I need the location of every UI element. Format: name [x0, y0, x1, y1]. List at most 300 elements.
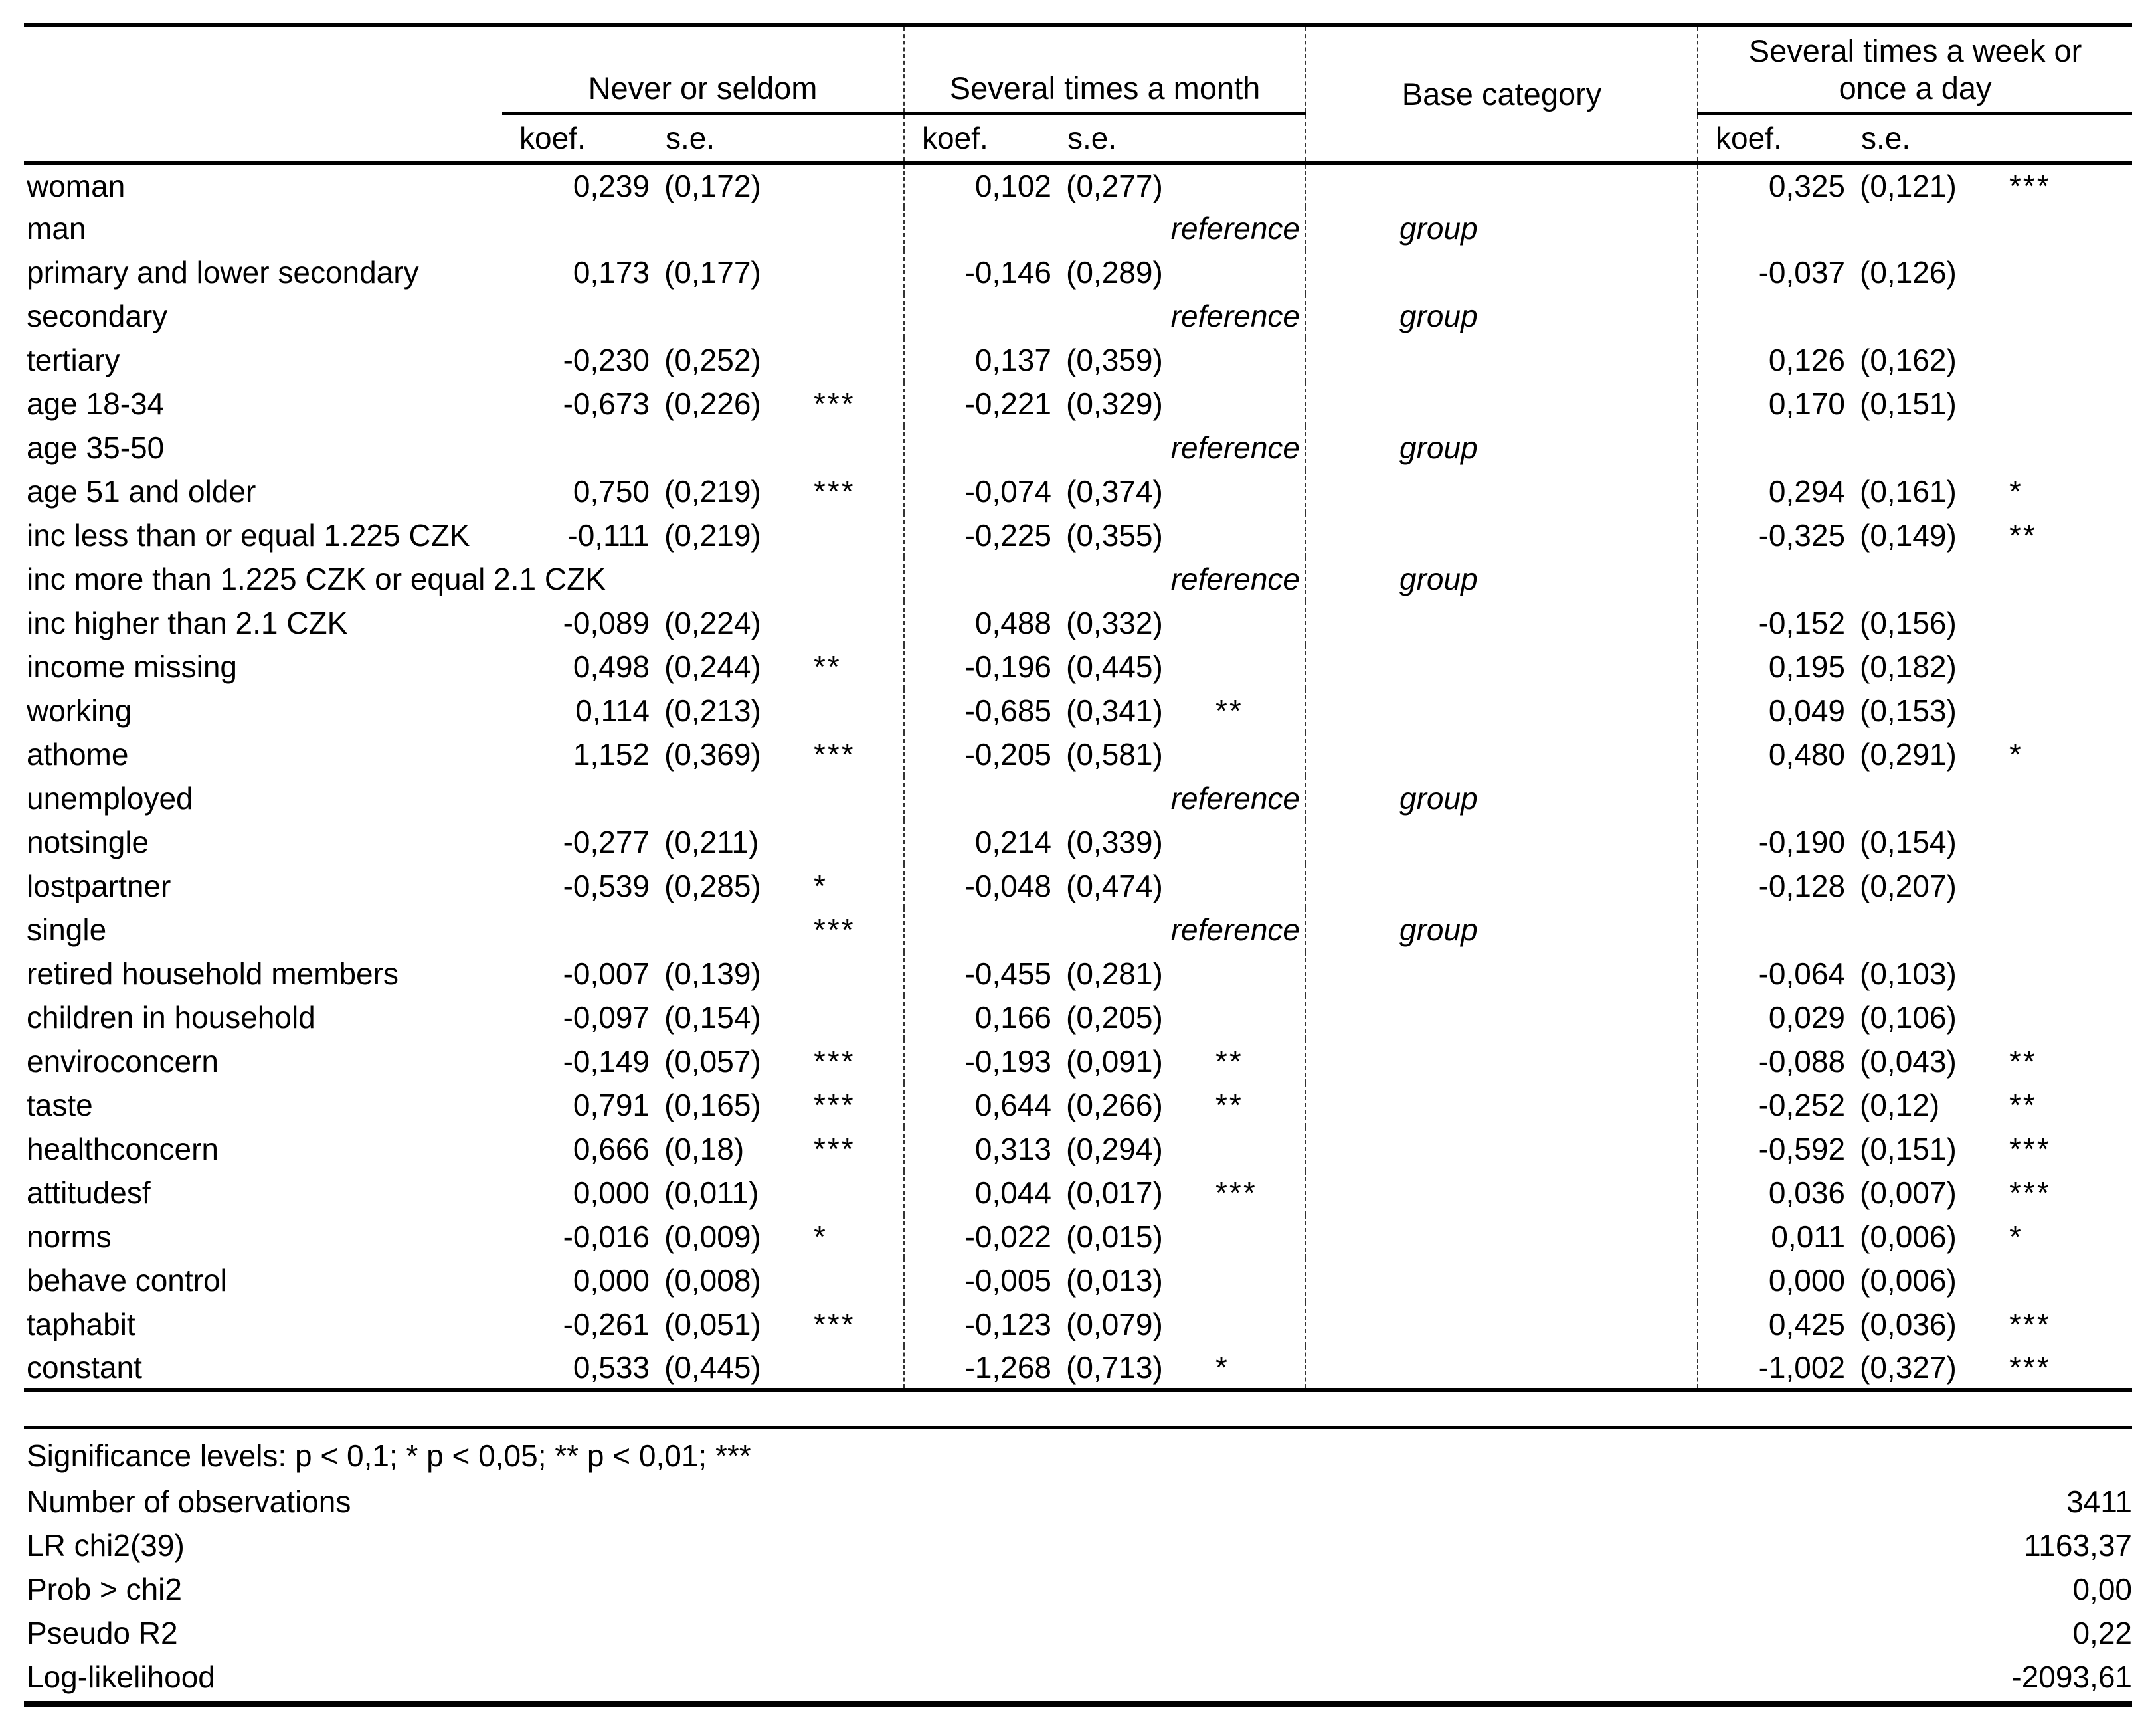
base-category-cell: [1306, 470, 1698, 513]
g3-koef-value: 0,195: [1698, 645, 1857, 689]
g1-significance-stars: [804, 426, 904, 470]
g1-koef-value: 0,239: [573, 168, 650, 203]
g3-se-value: [1857, 776, 2000, 820]
g1-se-value: (0,213): [664, 693, 761, 728]
koef-header-g1: koef.: [502, 114, 662, 163]
g3-koef-value: 0,480: [1698, 733, 1857, 776]
g1-significance-stars: [804, 689, 904, 733]
g1-se-value: (0,165): [664, 1088, 761, 1122]
g2-koef-value: -0,196: [904, 645, 1063, 689]
g3-koef-value: 0,049: [1698, 689, 1857, 733]
g3-koef-value: 0,000: [1698, 1258, 1857, 1302]
stat-value: -2093,61: [2011, 1660, 2132, 1694]
base-category-cell: [1306, 1127, 1698, 1171]
g3-koef-value: -0,128: [1698, 864, 1857, 908]
g2-se-value: (0,581): [1066, 737, 1163, 772]
g2-significance-stars: [1206, 995, 1306, 1039]
g3-significance-stars: [2000, 338, 2132, 382]
regression-results-table: [24, 23, 2132, 1392]
reference-label: reference: [904, 294, 1306, 338]
reference-label: reference: [904, 776, 1306, 820]
koef-header-g3: koef.: [1698, 114, 1857, 163]
base-category-cell: [1306, 820, 1698, 864]
g2-koef-value: 0,137: [904, 338, 1063, 382]
g1-koef-value: -0,261: [563, 1307, 650, 1341]
g1-se-value: (0,051): [664, 1307, 761, 1341]
g1-se-value: (0,139): [664, 956, 761, 991]
table-row: [24, 338, 2132, 382]
g2-se-value: (0,277): [1066, 168, 1163, 203]
g1-significance-stars: ***: [814, 1307, 855, 1341]
g3-koef-value: 0,036: [1698, 1171, 1857, 1215]
g1-se-value: [662, 908, 804, 952]
g3-significance-stars: [2000, 776, 2132, 820]
g3-koef-value: [1698, 776, 1857, 820]
header-spacer: [24, 25, 502, 114]
variable-name: norms: [27, 1219, 112, 1254]
base-category-cell: [1306, 952, 1698, 995]
g1-se-value: (0,211): [664, 825, 759, 859]
g1-significance-stars: **: [814, 649, 842, 684]
g1-se-value: [662, 776, 804, 820]
se-header-g2: s.e.: [1063, 114, 1206, 163]
g1-significance-stars: [804, 294, 904, 338]
g1-se-value: (0,369): [664, 737, 761, 772]
g3-se-value: [1857, 294, 2000, 338]
g3-koef-value: 0,294: [1698, 470, 1857, 513]
g3-significance-stars: **: [2009, 518, 2037, 553]
g1-koef-value: -0,016: [563, 1219, 650, 1254]
reference-group-row: [24, 207, 2132, 250]
g2-se-value: (0,374): [1066, 474, 1163, 509]
stat-label: LR chi2(39): [27, 1528, 185, 1563]
g1-significance-stars: ***: [814, 1132, 855, 1166]
g2-se-value: (0,713): [1063, 1346, 1206, 1390]
variable-name: age 18-34: [27, 387, 165, 421]
variable-name: behave control: [27, 1263, 227, 1298]
g1-koef-value: 0,791: [573, 1088, 650, 1122]
base-category-cell: [1306, 250, 1698, 294]
g2-koef-value: -0,225: [904, 513, 1063, 557]
g3-significance-stars: **: [2009, 1088, 2037, 1122]
g3-koef-value: -0,037: [1698, 250, 1857, 294]
g3-koef-value: 0,325: [1698, 163, 1857, 207]
table-row: [24, 1127, 2132, 1171]
g1-koef-value: [502, 908, 662, 952]
g2-se-value: (0,079): [1066, 1307, 1163, 1341]
g2-significance-stars: [1206, 513, 1306, 557]
variable-name: retired household members: [27, 956, 399, 991]
g2-se-value: (0,329): [1066, 387, 1163, 421]
g1-se-value: (0,224): [664, 606, 761, 640]
g1-koef-value: 0,666: [573, 1132, 650, 1166]
subheader-row: [24, 114, 2132, 163]
g2-koef-value: -0,221: [904, 382, 1063, 426]
g1-significance-stars: *: [814, 869, 828, 903]
g2-koef-value: -1,268: [904, 1346, 1063, 1390]
g3-se-value: (0,291): [1860, 737, 1957, 772]
g3-significance-stars: [2000, 557, 2132, 601]
g2-significance-stars: [1206, 601, 1306, 645]
g2-se-value: (0,474): [1066, 869, 1163, 903]
g2-koef-value: -0,005: [904, 1258, 1063, 1302]
g1-se-value: (0,177): [664, 255, 761, 290]
variable-name: children in household: [27, 1000, 315, 1035]
stat-value: 0,00: [2072, 1572, 2132, 1606]
model-stats-body: [24, 1480, 2132, 1699]
g1-se-value: (0,009): [664, 1219, 761, 1254]
g3-koef-value: 0,011: [1698, 1215, 1857, 1258]
variable-name: athome: [27, 737, 129, 772]
g3-se-value: [1857, 426, 2000, 470]
g1-koef-value: 0,114: [575, 693, 650, 728]
table-row: [24, 1083, 2132, 1127]
g3-significance-stars: [2000, 864, 2132, 908]
g1-koef-value: -0,007: [563, 956, 650, 991]
g2-koef-value: -0,022: [904, 1215, 1063, 1258]
column-group-several-times-a-week: Several times a week or once a day: [1698, 25, 2132, 114]
g2-se-value: (0,289): [1066, 255, 1163, 290]
g1-significance-stars: [804, 207, 904, 250]
g1-koef-value: [502, 776, 662, 820]
g3-se-value: (0,007): [1860, 1175, 1957, 1210]
g2-significance-stars: **: [1215, 693, 1243, 728]
variable-name: primary and lower secondary: [27, 255, 419, 290]
g2-significance-stars: *: [1206, 1346, 1306, 1390]
base-category-cell: [1306, 1215, 1698, 1258]
variable-name: single: [27, 912, 107, 947]
g2-significance-stars: [1206, 163, 1306, 207]
g3-se-value: (0,121): [1860, 168, 1957, 203]
g1-koef-value: 0,000: [573, 1175, 650, 1210]
g1-se-value: (0,219): [664, 518, 761, 553]
g3-significance-stars: [2000, 995, 2132, 1039]
variable-name: taphabit: [27, 1307, 135, 1341]
table-row: [24, 952, 2132, 995]
variable-name: unemployed: [27, 781, 193, 816]
reference-group-row: [24, 426, 2132, 470]
sig-header-g3: [2000, 114, 2132, 163]
g3-significance-stars: ***: [2009, 168, 2051, 203]
g2-koef-value: -0,455: [904, 952, 1063, 995]
g1-koef-value: 0,498: [573, 649, 650, 684]
column-group-base-category: Base category: [1306, 25, 1698, 163]
variable-name: income missing: [27, 649, 237, 684]
g3-significance-stars: [2000, 382, 2132, 426]
table-row: [24, 1171, 2132, 1215]
table-row: [24, 645, 2132, 689]
reference-group-label: group: [1306, 207, 1698, 250]
g2-significance-stars: ***: [1215, 1175, 1257, 1210]
stat-row: [24, 1567, 2132, 1611]
group-header-row: [24, 25, 2132, 114]
model-stats-table: [24, 1480, 2132, 1699]
reference-group-row: [24, 557, 2132, 601]
stat-value: 0,22: [2072, 1616, 2132, 1650]
g2-koef-value: 0,214: [904, 820, 1063, 864]
model-statistics-block: [24, 1426, 2132, 1707]
g1-significance-stars: [804, 820, 904, 864]
g1-significance-stars: [804, 995, 904, 1039]
g1-koef-value: 1,152: [573, 737, 650, 772]
base-category-cell: [1306, 513, 1698, 557]
g2-se-value: (0,205): [1066, 1000, 1163, 1035]
g3-significance-stars: ***: [2009, 1307, 2051, 1341]
stat-label: Prob > chi2: [27, 1572, 182, 1606]
g3-koef-value: 0,425: [1698, 1302, 1857, 1346]
base-category-cell: [1306, 1083, 1698, 1127]
g1-significance-stars: [804, 250, 904, 294]
g3-se-value: [1857, 207, 2000, 250]
g1-se-value: (0,008): [664, 1263, 761, 1298]
g2-significance-stars: **: [1215, 1044, 1243, 1079]
reference-group-row: [24, 294, 2132, 338]
reference-label: reference: [904, 557, 1306, 601]
table-row: [24, 820, 2132, 864]
g1-koef-value: -0,097: [563, 1000, 650, 1035]
g2-se-value: (0,332): [1066, 606, 1163, 640]
g2-se-value: (0,355): [1066, 518, 1163, 553]
koef-header-g2: koef.: [904, 114, 1063, 163]
base-category-cell: [1306, 1346, 1698, 1390]
g1-significance-stars: ***: [814, 1088, 855, 1122]
base-category-cell: [1306, 338, 1698, 382]
g3-significance-stars: [2000, 601, 2132, 645]
g1-se-value: (0,219): [664, 474, 761, 509]
table-row: [24, 733, 2132, 776]
g3-significance-stars: *: [2009, 474, 2023, 509]
g3-se-value: (0,151): [1860, 1132, 1957, 1166]
variable-name: secondary: [27, 299, 168, 333]
g1-se-value: (0,252): [664, 343, 761, 377]
g2-koef-value: 0,044: [904, 1171, 1063, 1215]
g1-significance-stars: [804, 163, 904, 207]
g2-koef-value: 0,313: [904, 1127, 1063, 1171]
g3-koef-value: [1698, 207, 1857, 250]
g3-se-value: (0,126): [1860, 255, 1957, 290]
g1-significance-stars: *: [814, 1219, 828, 1254]
g2-koef-value: 0,644: [904, 1083, 1063, 1127]
g1-se-value: [662, 557, 804, 601]
g2-significance-stars: [1206, 1302, 1306, 1346]
table-row: [24, 689, 2132, 733]
g3-se-value: [1857, 908, 2000, 952]
g2-se-value: (0,359): [1066, 343, 1163, 377]
g1-koef-value: -0,089: [563, 606, 650, 640]
g1-significance-stars: [804, 1346, 904, 1390]
g3-significance-stars: *: [2009, 737, 2023, 772]
g1-significance-stars: [804, 557, 904, 601]
g1-se-value: (0,011): [664, 1175, 759, 1210]
g1-se-value: (0,226): [664, 387, 761, 421]
g2-se-value: (0,294): [1066, 1132, 1163, 1166]
g3-se-value: (0,149): [1860, 518, 1957, 553]
g2-koef-value: 0,488: [904, 601, 1063, 645]
g2-se-value: (0,091): [1066, 1044, 1163, 1079]
g1-koef-value: -0,230: [563, 343, 650, 377]
base-category-cell: [1306, 1039, 1698, 1083]
base-category-cell: [1306, 995, 1698, 1039]
g1-significance-stars: ***: [814, 387, 855, 421]
g2-se-value: (0,266): [1066, 1088, 1163, 1122]
table-row: [24, 470, 2132, 513]
g3-significance-stars: [2000, 207, 2132, 250]
base-category-cell: [1306, 864, 1698, 908]
g3-se-value: (0,006): [1860, 1219, 1957, 1254]
g1-significance-stars: ***: [814, 737, 855, 772]
g2-koef-value: -0,048: [904, 864, 1063, 908]
stat-row: [24, 1655, 2132, 1699]
g1-koef-value: -0,111: [567, 518, 650, 553]
variable-name: constant: [24, 1346, 502, 1390]
g1-koef-value: -0,277: [563, 825, 650, 859]
stat-value: 1163,37: [2024, 1528, 2132, 1563]
g3-significance-stars: [2000, 294, 2132, 338]
base-category-cell: [1306, 163, 1698, 207]
variable-name: age 35-50: [27, 430, 165, 465]
g2-significance-stars: [1206, 382, 1306, 426]
g1-koef-value: [502, 426, 662, 470]
base-category-cell: [1306, 733, 1698, 776]
g3-se-value: (0,154): [1860, 825, 1957, 859]
g2-koef-value: -0,205: [904, 733, 1063, 776]
g1-significance-stars: [804, 513, 904, 557]
sig-header-g1: [804, 114, 904, 163]
base-category-cell: [1306, 645, 1698, 689]
base-category-cell: [1306, 1171, 1698, 1215]
table-row: [24, 1215, 2132, 1258]
g3-se-value: (0,036): [1860, 1307, 1957, 1341]
g1-significance-stars: ***: [814, 474, 855, 509]
stat-row: [24, 1611, 2132, 1655]
g2-koef-value: 0,102: [904, 163, 1063, 207]
reference-group-row: [24, 908, 2132, 952]
g3-koef-value: -0,252: [1698, 1083, 1857, 1127]
table-row: [24, 250, 2132, 294]
g3-se-value: (0,161): [1860, 474, 1957, 509]
g3-se-value: (0,106): [1860, 1000, 1957, 1035]
g3-koef-value: [1698, 294, 1857, 338]
g1-se-value: [662, 426, 804, 470]
g1-se-value: (0,18): [664, 1132, 745, 1166]
g1-significance-stars: [804, 1171, 904, 1215]
g2-significance-stars: [1206, 470, 1306, 513]
variable-name: healthconcern: [27, 1132, 219, 1166]
stat-row: [24, 1523, 2132, 1567]
g3-koef-value: [1698, 557, 1857, 601]
g2-koef-value: -0,123: [904, 1302, 1063, 1346]
g1-koef-value: [502, 294, 662, 338]
g3-koef-value: -1,002: [1698, 1346, 1857, 1390]
g1-koef-value: 0,000: [573, 1263, 650, 1298]
g2-koef-value: -0,685: [904, 689, 1063, 733]
g2-significance-stars: [1206, 864, 1306, 908]
g3-koef-value: 0,126: [1698, 338, 1857, 382]
stat-row: [24, 1480, 2132, 1523]
se-header-g1: s.e.: [662, 114, 804, 163]
g2-koef-value: -0,074: [904, 470, 1063, 513]
g3-se-value: (0,151): [1860, 387, 1957, 421]
reference-group-label: group: [1306, 557, 1698, 601]
stat-label: Number of observations: [27, 1484, 351, 1519]
g1-significance-stars: ***: [814, 1044, 855, 1079]
g1-se-value: (0,285): [664, 869, 761, 903]
g2-se-value: (0,341): [1066, 693, 1163, 728]
g3-koef-value: -0,088: [1698, 1039, 1857, 1083]
g1-se-value: [662, 207, 804, 250]
g2-koef-value: 0,166: [904, 995, 1063, 1039]
base-category-cell: [1306, 1258, 1698, 1302]
column-group-several-times-a-month: Several times a month: [904, 25, 1306, 114]
variable-name: tertiary: [27, 343, 120, 377]
reference-label: reference: [904, 207, 1306, 250]
g3-significance-stars: [2000, 250, 2132, 294]
g2-significance-stars: [1206, 952, 1306, 995]
stat-label: Log-likelihood: [27, 1660, 215, 1694]
g3-koef-value: -0,325: [1698, 513, 1857, 557]
g3-significance-stars: [2000, 1258, 2132, 1302]
g3-koef-value: -0,592: [1698, 1127, 1857, 1171]
g1-significance-stars: [804, 776, 904, 820]
g2-significance-stars: [1206, 733, 1306, 776]
g3-significance-stars: ***: [2000, 1346, 2132, 1390]
g1-koef-value: -0,673: [563, 387, 650, 421]
g1-significance-stars: [804, 338, 904, 382]
g3-se-value: (0,043): [1860, 1044, 1957, 1079]
g3-se-value: [1857, 557, 2000, 601]
variable-name: working: [27, 693, 132, 728]
reference-group-label: group: [1306, 776, 1698, 820]
header-spacer: [24, 114, 502, 163]
g1-se-value: (0,445): [662, 1346, 804, 1390]
reference-group-label: group: [1306, 426, 1698, 470]
g3-se-value: (0,153): [1860, 693, 1957, 728]
g3-significance-stars: [2000, 426, 2132, 470]
g3-koef-value: [1698, 426, 1857, 470]
g3-significance-stars: *: [2009, 1219, 2023, 1254]
g3-significance-stars: [2000, 820, 2132, 864]
g2-koef-value: -0,146: [904, 250, 1063, 294]
table-row: [24, 995, 2132, 1039]
g3-se-value: (0,327): [1857, 1346, 2000, 1390]
g1-se-value: (0,172): [664, 168, 761, 203]
g3-koef-value: -0,190: [1698, 820, 1857, 864]
g1-significance-stars: ***: [814, 912, 855, 947]
g3-significance-stars: [2000, 952, 2132, 995]
g3-significance-stars: [2000, 908, 2132, 952]
table-row: [24, 1346, 2132, 1390]
g1-se-value: (0,244): [664, 649, 761, 684]
base-category-cell: [1306, 689, 1698, 733]
g2-significance-stars: [1206, 1258, 1306, 1302]
g3-significance-stars: ***: [2009, 1175, 2051, 1210]
g1-significance-stars: [804, 601, 904, 645]
g1-koef-value: 0,173: [573, 255, 650, 290]
reference-label: reference: [904, 908, 1306, 952]
g1-koef-value: -0,149: [563, 1044, 650, 1079]
g2-significance-stars: [1206, 1127, 1306, 1171]
g2-se-value: (0,281): [1066, 956, 1163, 991]
g2-se-value: (0,445): [1066, 649, 1163, 684]
reference-label: reference: [904, 426, 1306, 470]
g3-se-value: (0,162): [1860, 343, 1957, 377]
g3-significance-stars: **: [2009, 1044, 2037, 1079]
table-row: [24, 382, 2132, 426]
variable-name: inc higher than 2.1 CZK: [27, 606, 348, 640]
g1-koef-value: 0,533: [502, 1346, 662, 1390]
g1-significance-stars: [804, 1258, 904, 1302]
variable-name: inc more than 1.225 CZK or equal 2.1 CZK: [27, 562, 606, 596]
